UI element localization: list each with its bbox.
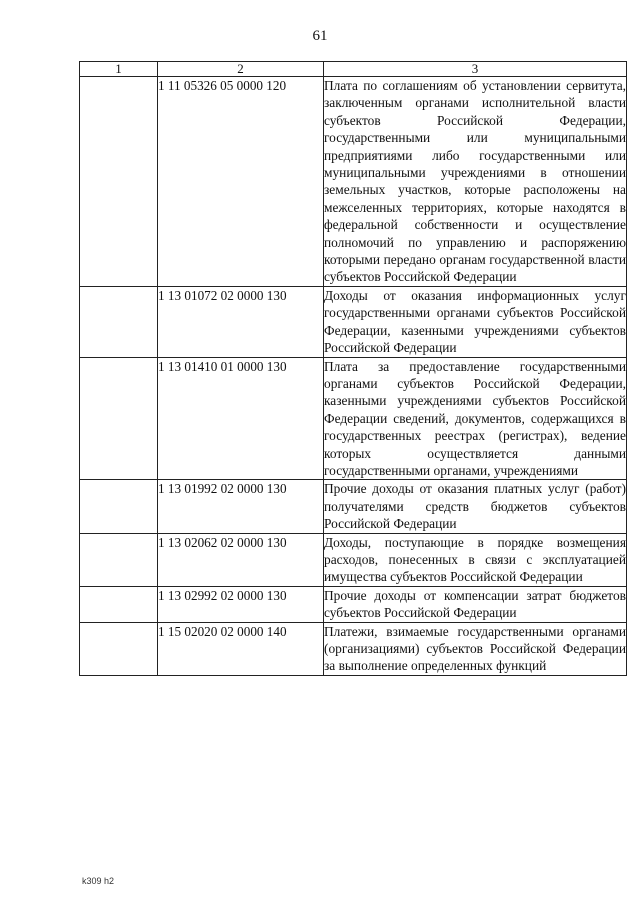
table-row (80, 77, 627, 287)
revenue-description: Прочие доходы от компенсации затрат бюджетов субъектов Российской Федерации (324, 587, 626, 621)
page-number: 61 (312, 28, 328, 44)
revenue-description: Плата за предоставление государственными органами субъектов Российской Федерации, казенными учреждениями субъектов Российской Федерации сведений, документов, содержащихся в государственных реестрах (регистрах), ведение которых осуществляется данными государственными органами, учреждениями (324, 358, 626, 478)
empty-cell (80, 357, 158, 480)
footer-document-code: k309 h2 (82, 876, 115, 886)
revenue-description: Платежи, взимаемые государственными органами (организациями) субъектов Российской Федерации за выполнение определенных функций (324, 623, 626, 674)
empty-cell (80, 622, 158, 675)
empty-cell (80, 77, 158, 287)
revenue-description: Плата по соглашениям об установлении сервитута, заключенным органами исполнительной власти субъектов Российской Федерации, государственными или муниципальными предприятиями либо государственными или муниципальными учреждениями в отношении земельных участков, которые расположены на межселенных территориях, которые находятся в федеральной собственности и осуществление полномочий по управлению и распоряжению которыми передано органам государственной власти субъектов Российской Федерации (324, 78, 626, 285)
budget-code: 1 13 02992 02 0000 130 (158, 586, 324, 622)
column-header-1: 1 (80, 62, 158, 77)
table-row (80, 586, 627, 622)
budget-code: 1 13 02062 02 0000 130 (158, 533, 324, 586)
budget-code: 1 13 01992 02 0000 130 (158, 480, 324, 533)
table-row (80, 533, 627, 586)
budget-code: 1 13 01410 01 0000 130 (158, 357, 324, 480)
budget-code: 1 11 05326 05 0000 120 (158, 77, 324, 287)
revenue-description: Прочие доходы от оказания платных услуг (работ) получателями средств бюджетов субъектов Российской Федерации (324, 481, 626, 532)
revenue-description: Доходы, поступающие в порядке возмещения расходов, понесенных в связи с эксплуатацией имущества субъектов Российской Федерации (324, 534, 626, 585)
budget-code: 1 15 02020 02 0000 140 (158, 622, 324, 675)
table-header-row (80, 62, 627, 77)
empty-cell (80, 480, 158, 533)
empty-cell (80, 586, 158, 622)
table-row (80, 622, 627, 675)
table-row (80, 357, 627, 480)
table-row (80, 286, 627, 357)
revenue-description: Доходы от оказания информационных услуг государственными органами субъектов Российской Федерации, казенными учреждениями субъектов Российской Федерации (324, 287, 626, 356)
table-row (80, 480, 627, 533)
budget-code: 1 13 01072 02 0000 130 (158, 286, 324, 357)
empty-cell (80, 533, 158, 586)
budget-revenue-table (79, 61, 627, 676)
column-header-3: 3 (324, 62, 627, 77)
empty-cell (80, 286, 158, 357)
column-header-2: 2 (158, 62, 324, 77)
